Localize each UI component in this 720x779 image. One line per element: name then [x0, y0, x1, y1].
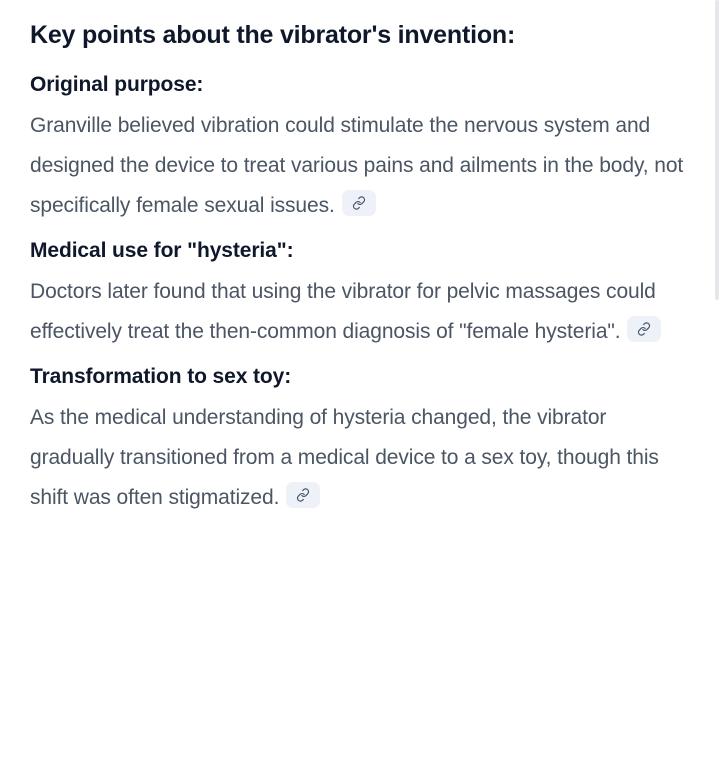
- section-original-purpose: [30, 70, 690, 226]
- section-body: [30, 398, 690, 518]
- link-icon[interactable]: [627, 316, 661, 342]
- link-icon[interactable]: [286, 482, 320, 508]
- section-body-text: Doctors later found that using the vibrator for pelvic massages could effectively treat the then-common diagnosis of "female hysteria".: [30, 280, 656, 343]
- section-body-text: Granville believed vibration could stimulate the nervous system and designed the device to treat various pains and ailments in the body, not specifically female sexual issues.: [30, 114, 684, 217]
- section-transformation: [30, 362, 690, 518]
- page-title: Key points about the vibrator's invention:: [30, 21, 516, 49]
- section-title: Transformation to sex toy:: [30, 365, 292, 388]
- section-title: Original purpose:: [30, 73, 204, 96]
- scrollbar-thumb[interactable]: [715, 0, 719, 300]
- link-icon[interactable]: [342, 190, 376, 216]
- scrollbar-track[interactable]: [714, 0, 720, 779]
- section-medical-use: [30, 236, 690, 352]
- section-body-text: As the medical understanding of hysteria changed, the vibrator gradually transitioned from a medical device to a sex toy, though this shift was often stigmatized.: [30, 406, 659, 509]
- section-body: [30, 272, 690, 352]
- section-title: Medical use for "hysteria":: [30, 239, 294, 262]
- section-body: [30, 106, 690, 226]
